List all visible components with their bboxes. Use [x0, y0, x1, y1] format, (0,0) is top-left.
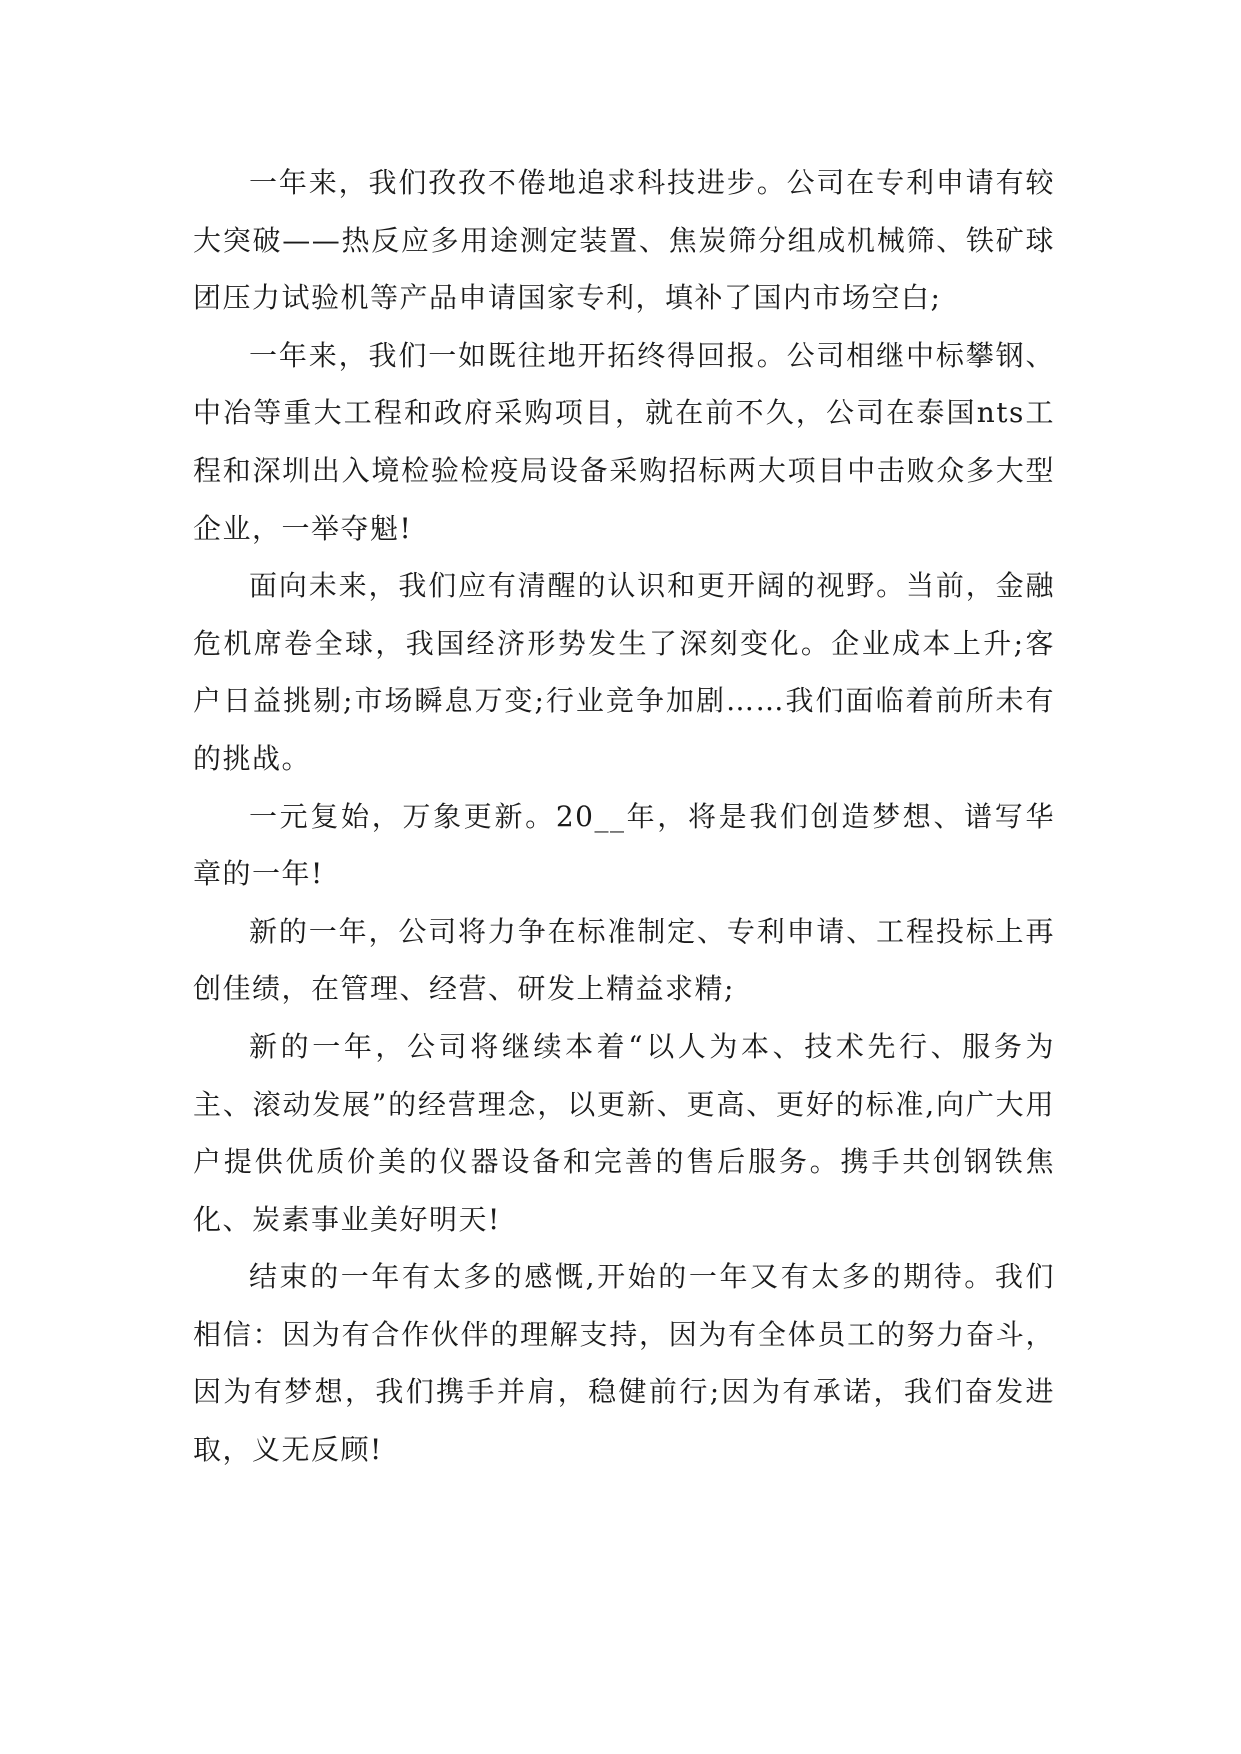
paragraph-philosophy: 新的一年，公司将继续本着“以人为本、技术先行、服务为主、滚动发展”的经营理念，以更新、更高、更好的标准,向广大用户提供优质价美的仪器设备和完善的售后服务。携手共创钢铁焦化、炭素事业美好明天!	[193, 1029, 1055, 1236]
paragraph-future-outlook: 面向未来，我们应有清醒的认识和更开阔的视野。当前，金融危机席卷全球，我国经济形势发生了深刻变化。企业成本上升;客户日益挑剔;市场瞬息万变;行业竞争加剧……我们面临着前所未有的挑战。	[193, 569, 1055, 775]
paragraph-new-year: 一元复始，万象更新。20__年，将是我们创造梦想、谱写华章的一年!	[193, 799, 1055, 891]
paragraph-closing: 结束的一年有太多的感慨,开始的一年又有太多的期待。我们相信：因为有合作伙伴的理解支持，因为有全体员工的努力奋斗，因为有梦想，我们携手并肩，稳健前行;因为有承诺，我们奋发进取，义无反顾!	[193, 1260, 1055, 1467]
paragraph-tech-progress: 一年来，我们孜孜不倦地追求科技进步。公司在专利申请有较大突破——热反应多用途测定装置、焦炭筛分组成机械筛、铁矿球团压力试验机等产品申请国家专利，填补了国内市场空白;	[193, 166, 1055, 315]
document-body	[193, 154, 1055, 1479]
paragraph-market-expansion: 一年来，我们一如既往地开拓终得回报。公司相继中标攀钢、中冶等重大工程和政府采购项目，就在前不久，公司在泰国nts工程和深圳出入境检验检疫局设备采购招标两大项目中击败众多大型企业，一举夺魁!	[193, 338, 1055, 545]
paragraph-goals: 新的一年，公司将力争在标准制定、专利申请、工程投标上再创佳绩，在管理、经营、研发上精益求精;	[193, 914, 1055, 1006]
